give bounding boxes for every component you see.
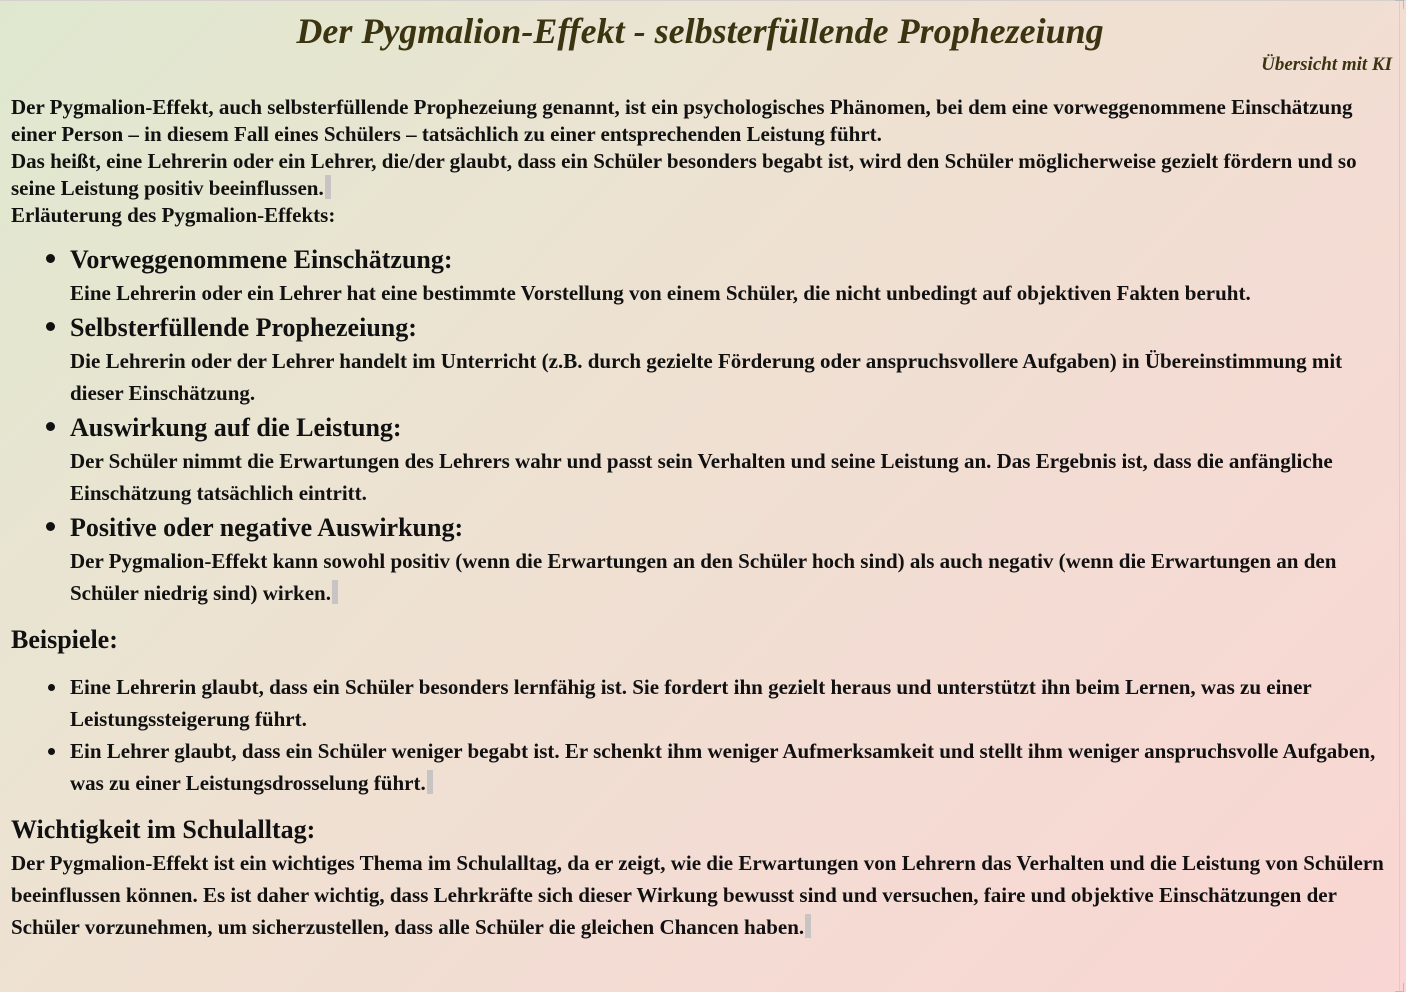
intro-paragraph-2: Das heißt, eine Lehrerin oder ein Lehrer, die/der glaubt, dass ein Schüler besonders begabt ist, wird den Schüler möglicherweise gezielt fördern und so seine Leistung positiv beeinflussen.: [11, 149, 1357, 200]
list-item: [70, 511, 1396, 609]
bullet-icon: [48, 684, 55, 691]
example-text: Eine Lehrerin glaubt, dass ein Schüler besonders lernfähig ist. Sie fordert ihn gezielt heraus und unterstützt ihn beim Lernen, was zu einer Leistungssteigerung führt.: [70, 675, 1312, 731]
concept-heading: Auswirkung auf die Leistung:: [70, 413, 402, 442]
resize-corner-top: [1395, 0, 1404, 9]
concept-list: [11, 243, 1396, 609]
bullet-icon: [46, 422, 55, 431]
text-cursor: [325, 175, 331, 199]
list-item: [70, 671, 1396, 735]
concept-description: Eine Lehrerin oder ein Lehrer hat eine bestimmte Vorstellung von einem Schüler, die nicht unbedingt auf objektiven Fakten beruht.: [70, 281, 1251, 305]
examples-list: [11, 671, 1396, 799]
concept-description: Die Lehrerin oder der Lehrer handelt im Unterricht (z.B. durch gezielte Förderung oder anspruchsvollere Aufgaben) in Übereinstimmung mit dieser Einschätzung.: [70, 349, 1343, 405]
concept-heading: Selbsterfüllende Prophezeiung:: [70, 313, 417, 342]
bullet-icon: [46, 322, 55, 331]
page-subtitle: Übersicht mit KI: [1261, 54, 1392, 75]
list-item: [70, 311, 1396, 409]
list-item: [70, 243, 1396, 309]
resize-corner-bottom[interactable]: [1395, 983, 1404, 992]
top-border: [0, 0, 1406, 1]
bullet-icon: [46, 522, 55, 531]
right-border: [1399, 0, 1400, 992]
bullet-icon: [46, 254, 55, 263]
concept-description: Der Schüler nimmt die Erwartungen des Lehrers wahr und passt sein Verhalten und seine Leistung an. Das Ergebnis ist, dass die anfängliche Einschätzung tatsächlich eintritt.: [70, 449, 1333, 505]
text-cursor: [427, 770, 433, 794]
article-body: [11, 94, 1396, 943]
example-text: Ein Lehrer glaubt, dass ein Schüler weniger begabt ist. Er schenkt ihm weniger Aufmerksamkeit und stellt ihm weniger anspruchsvolle Aufgaben, was zu einer Leistungsdrosselung führt.: [70, 739, 1376, 795]
importance-paragraph: Der Pygmalion-Effekt ist ein wichtiges Thema im Schulalltag, da er zeigt, wie die Erwartungen von Lehrern das Verhalten und die Leistung von Schülern beeinflussen können. Es ist daher wichtig, dass Lehrkräfte sich dieser Wirkung bewusst sind und versuchen, faire und objektive Einschätzungen der Schüler vorzunehmen, um sicherzustellen, dass alle Schüler die gleichen Chancen haben.: [11, 851, 1384, 939]
concept-description: Der Pygmalion-Effekt kann sowohl positiv (wenn die Erwartungen an den Schüler hoch sind) als auch negativ (wenn die Erwartungen an den Schüler niedrig sind) wirken.: [70, 549, 1337, 605]
text-cursor: [332, 580, 338, 604]
examples-heading: Beispiele:: [11, 625, 118, 654]
concept-heading: Positive oder negative Auswirkung:: [70, 513, 464, 542]
list-item: [70, 735, 1396, 799]
intro-section: [11, 94, 1396, 229]
concept-heading: Vorweggenommene Einschätzung:: [70, 245, 453, 274]
importance-heading: Wichtigkeit im Schulalltag:: [11, 815, 316, 844]
text-cursor: [805, 914, 811, 938]
intro-paragraph-1: Der Pygmalion-Effekt, auch selbsterfüllende Prophezeiung genannt, ist ein psychologisches Phänomen, bei dem eine vorweggenommene Einschätzung einer Person – in diesem Fall eines Schülers – tatsächlich zu einer entsprechenden Leistung führt.: [11, 95, 1353, 146]
page-title: Der Pygmalion-Effekt - selbsterfüllende Prophezeiung: [296, 11, 1104, 51]
bullet-icon: [48, 748, 55, 755]
list-item: [70, 411, 1396, 509]
intro-paragraph-3: Erläuterung des Pygmalion-Effekts:: [11, 203, 336, 227]
